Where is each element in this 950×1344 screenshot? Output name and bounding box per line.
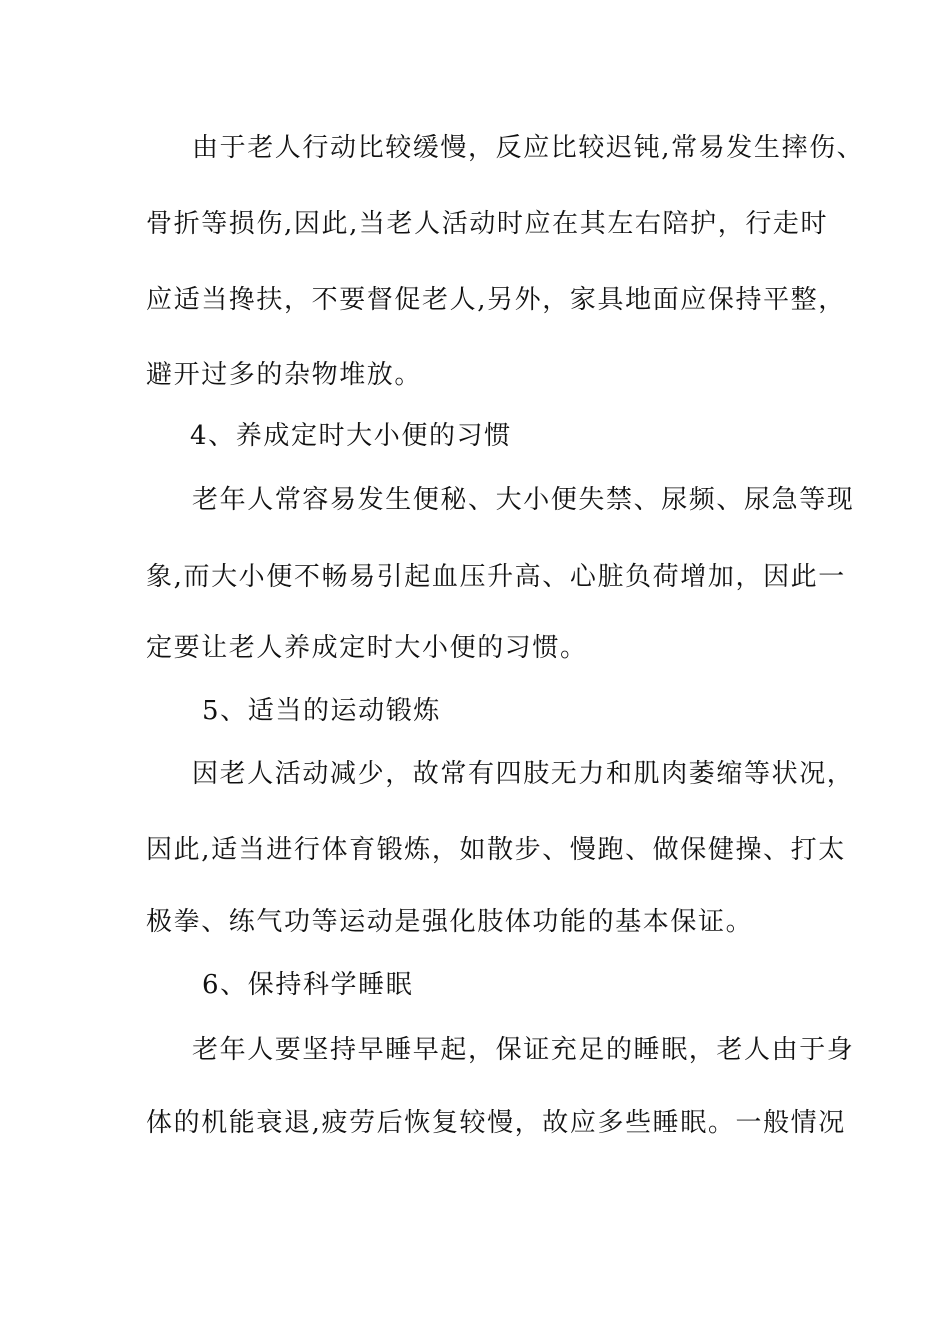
paragraph-line: 极拳、练气功等运动是强化肢体功能的基本保证。 — [146, 907, 754, 937]
paragraph-line: 体的机能衰退,疲劳后恢复较慢，故应多些睡眠。一般情况 — [146, 1108, 846, 1138]
paragraph-line: 定要让老人养成定时大小便的习惯。 — [146, 633, 588, 663]
paragraph-line: 应适当搀扶，不要督促老人,另外，家具地面应保持平整， — [146, 285, 846, 315]
paragraph-line: 骨折等损伤,因此,当老人活动时应在其左右陪护，行走时 — [146, 209, 829, 239]
paragraph-line: 老年人要坚持早睡早起，保证充足的睡眠，老人由于身 — [192, 1035, 855, 1065]
section-heading-4: 4、养成定时大小便的习惯 — [190, 421, 512, 451]
paragraph-line: 因老人活动减少，故常有四肢无力和肌肉萎缩等状况， — [192, 759, 855, 789]
paragraph-line: 老年人常容易发生便秘、大小便失禁、尿频、尿急等现 — [192, 485, 855, 515]
paragraph-line: 因此,适当进行体育锻炼，如散步、慢跑、做保健操、打太 — [146, 835, 846, 865]
paragraph-line: 由于老人行动比较缓慢，反应比较迟钝,常易发生摔伤、 — [192, 133, 865, 163]
paragraph-line: 象,而大小便不畅易引起血压升高、心脏负荷增加，因此一 — [146, 562, 846, 592]
paragraph-line: 避开过多的杂物堆放。 — [146, 360, 423, 390]
section-heading-5: 5、适当的运动锻炼 — [202, 696, 441, 726]
section-heading-6: 6、保持科学睡眠 — [202, 970, 414, 1000]
